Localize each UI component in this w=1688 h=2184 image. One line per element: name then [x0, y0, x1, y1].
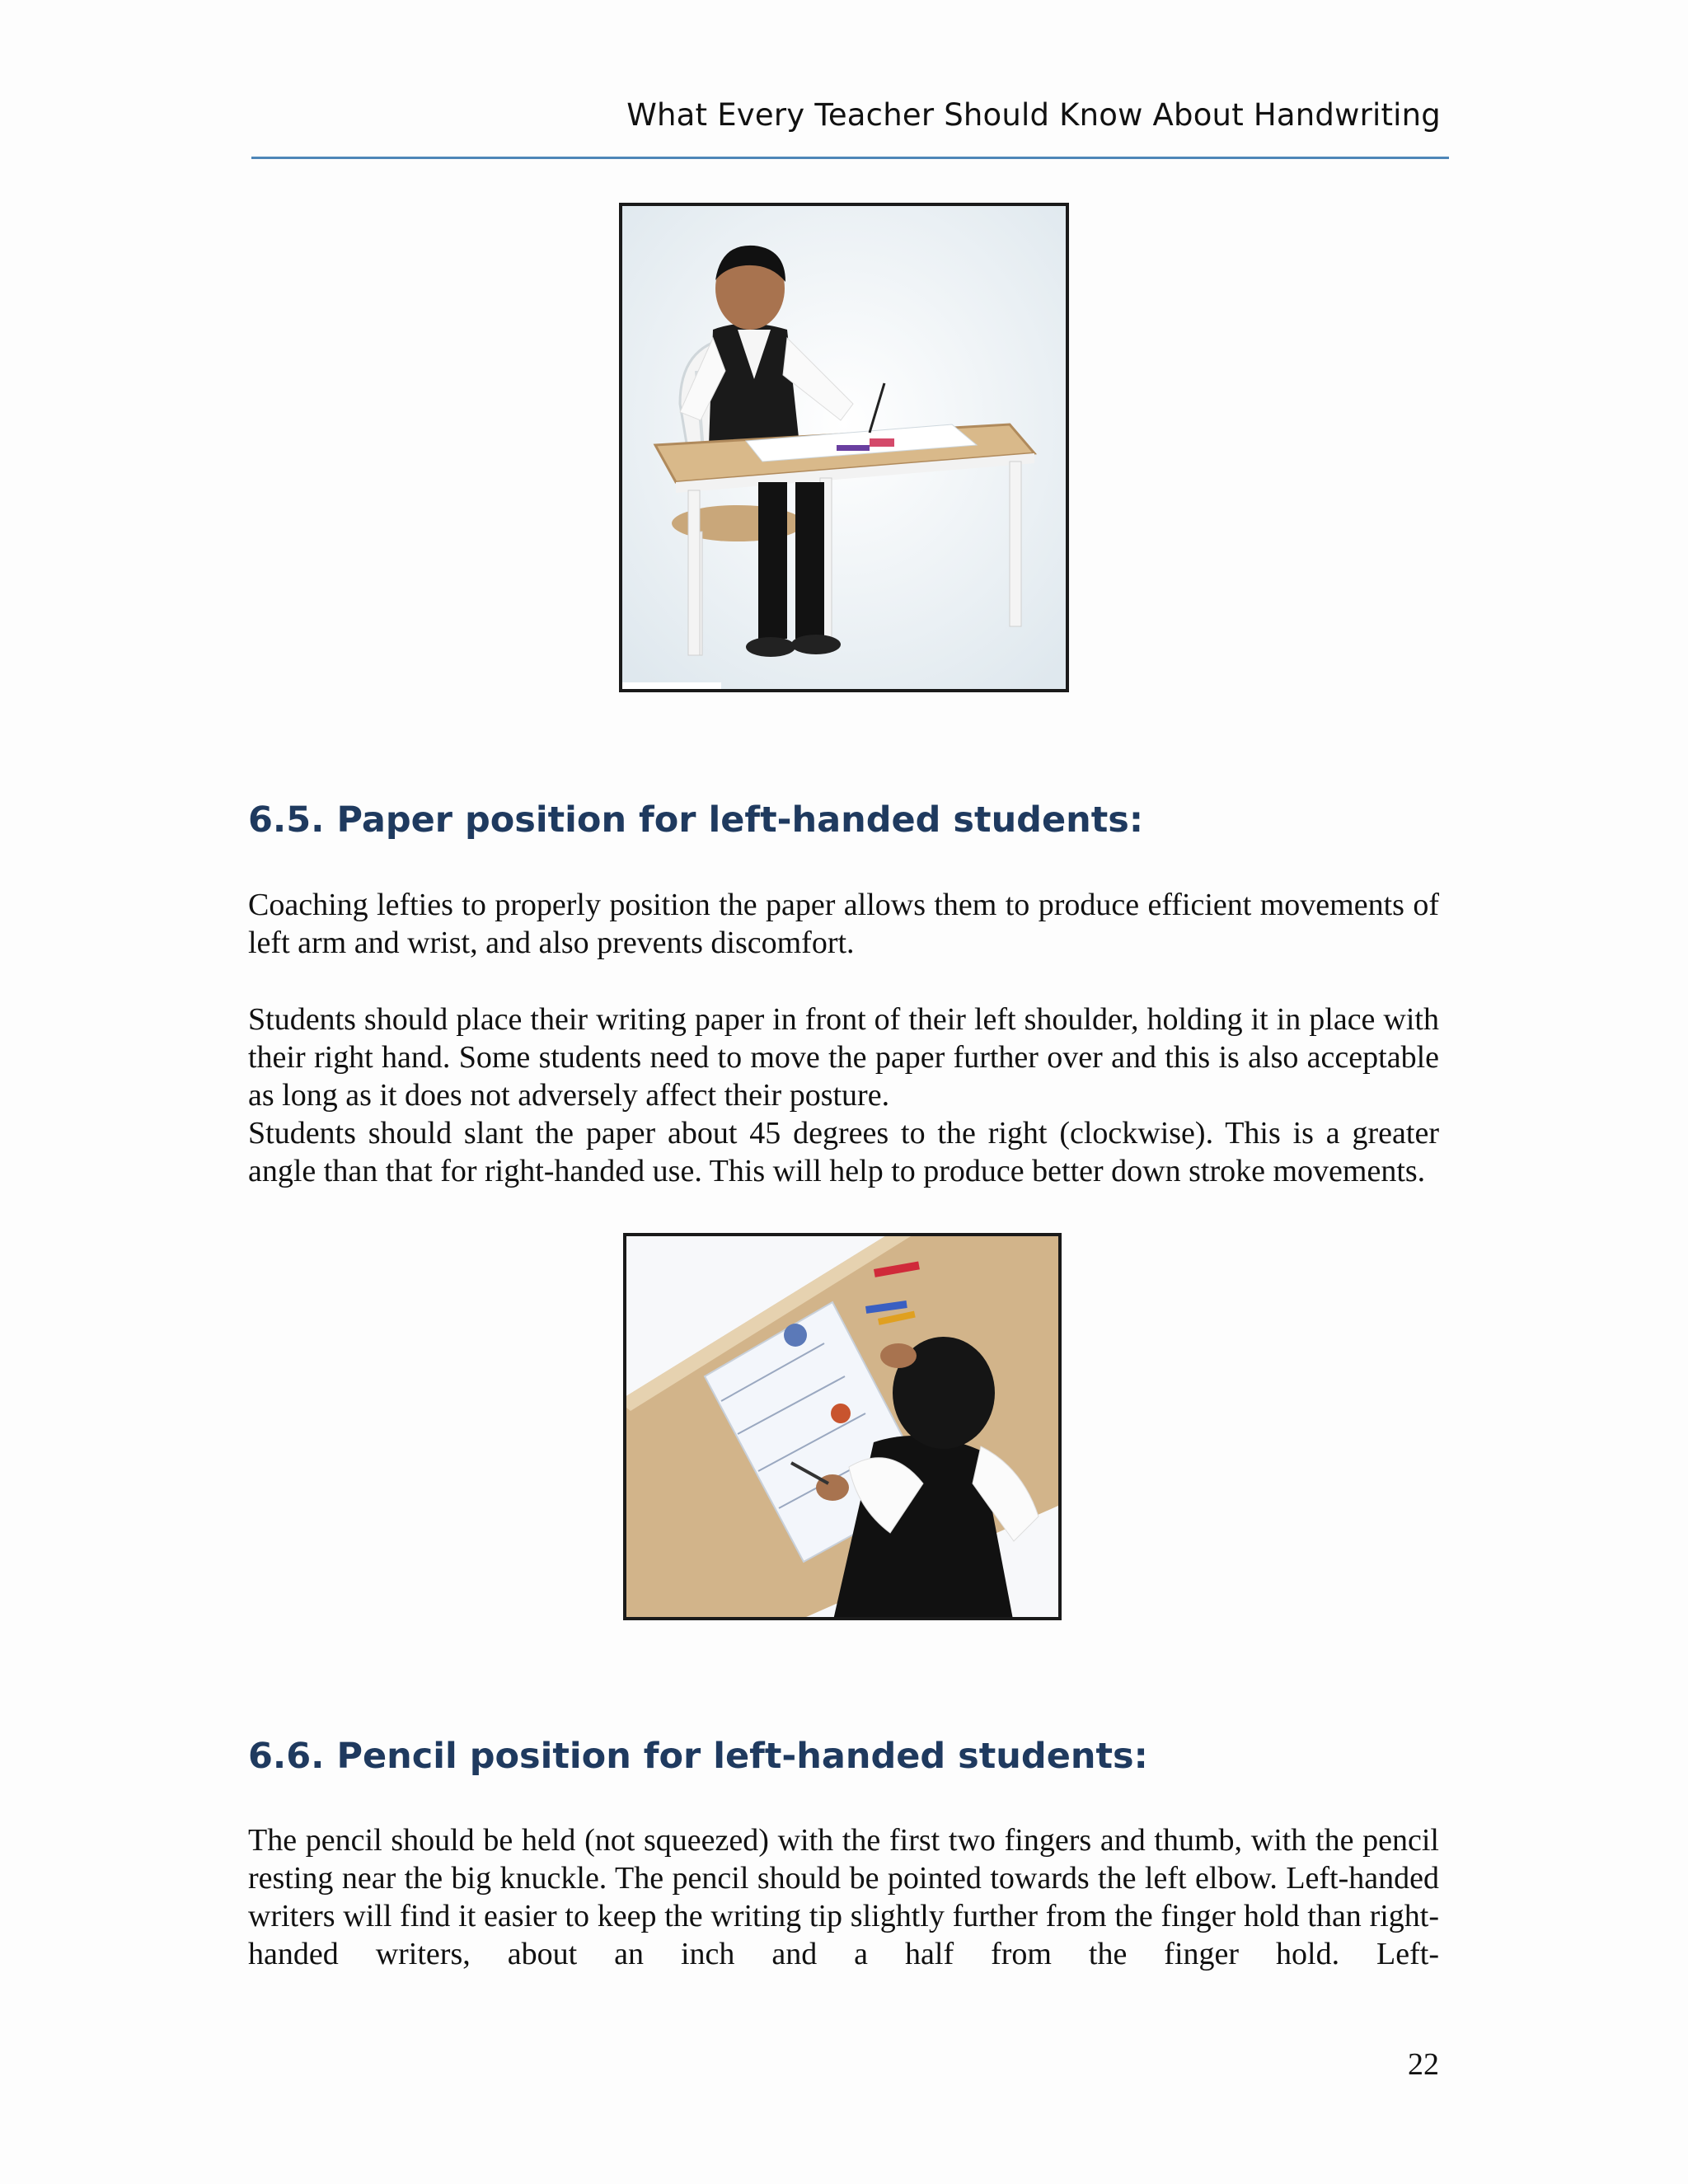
page-number: 22: [1408, 2047, 1439, 2082]
header-rule: [251, 157, 1449, 159]
paragraph-pencil-grip: The pencil should be held (not squeezed) with the first two fingers and thumb, with the pencil resting near the big knuckle. The pencil should be pointed towards the left elbow. Left-handed writers will find it easier to keep the writing tip slightly further from the finger hold than right-handed writers, about an inch and a half from the finger hold. Left-: [248, 1823, 1439, 1971]
seated-student-photo: [619, 203, 1069, 692]
overhead-writing-photo: [623, 1233, 1062, 1620]
paragraph-paper-placement: Students should place their writing paper in front of their left shoulder, holding it in place with their right hand. Some students need to move the paper further over and this is also acceptable as long as it does not adversely affect their posture.: [248, 1002, 1439, 1113]
paragraph-coaching-lefties: Coaching lefties to properly position the paper allows them to produce efficient movements of left arm and wrist, and also prevents discomfort.: [248, 888, 1439, 960]
running-header: What Every Teacher Should Know About Handwriting: [626, 97, 1441, 133]
section-heading-pencil-position: 6.6. Pencil position for left-handed students:: [248, 1736, 1148, 1777]
section-heading-paper-position: 6.5. Paper position for left-handed students:: [248, 799, 1144, 841]
paragraph-paper-slant: Students should slant the paper about 45 degrees to the right (clockwise). This is a greater angle than that for right-handed use. This will help to produce better down stroke movements.: [248, 1116, 1439, 1188]
